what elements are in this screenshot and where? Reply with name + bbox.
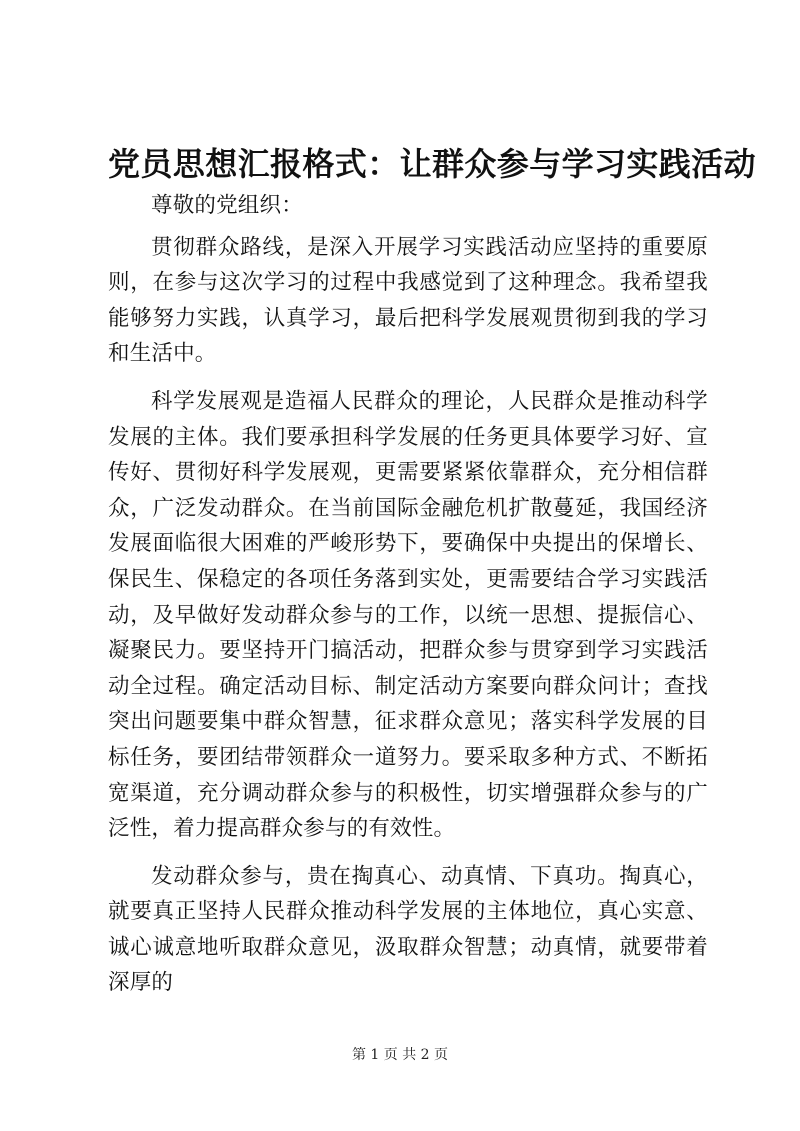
paragraph-3: 发动群众参与，贵在掏真心、动真情、下真功。掏真心，就要真正坚持人民群众推动科学发展的主体地位，真心实意、诚心诚意地听取群众意见，汲取群众智慧；动真情，就要带着深厚的 — [108, 863, 708, 996]
salutation: 尊敬的党组织： — [151, 193, 303, 218]
page-footer: 第 1 页 共 2 页 — [351, 1047, 449, 1063]
paragraph-1: 贯彻群众路线，是深入开展学习实践活动应坚持的重要原则，在参与这次学习的过程中我感觉到了这种理念。我希望我能够努力实践，认真学习，最后把科学发展观贯彻到我的学习和生活中。 — [108, 234, 708, 367]
document-title: 党员思想汇报格式：让群众参与学习实践活动 — [108, 145, 757, 183]
paragraph-2: 科学发展观是造福人民群众的理论，人民群众是推动科学发展的主体。我们要承担科学发展的任务更具体要学习好、宣传好、贯彻好科学发展观，更需要紧紧依靠群众，充分相信群众，广泛发动群众。在当前国际金融危机扩散蔓延，我国经济发展面临很大困难的严峻形势下，要确保中央提出的保增长、保民生、保稳定的各项任务落到实处，更需要结合学习实践活动，及早做好发动群众参与的工作，以统一思想、提振信心、凝聚民力。要坚持开门搞活动，把群众参与贯穿到学习实践活动全过程。确定活动目标、制定活动方案要向群众问计；查找突出问题要集中群众智慧，征求群众意见；落实科学发展的目标任务，要团结带领群众一道努力。要采取多种方式、不断拓宽渠道，充分调动群众参与的积极性，切实增强群众参与的广泛性，着力提高群众参与的有效性。 — [108, 388, 708, 842]
document-body — [108, 188, 708, 1001]
